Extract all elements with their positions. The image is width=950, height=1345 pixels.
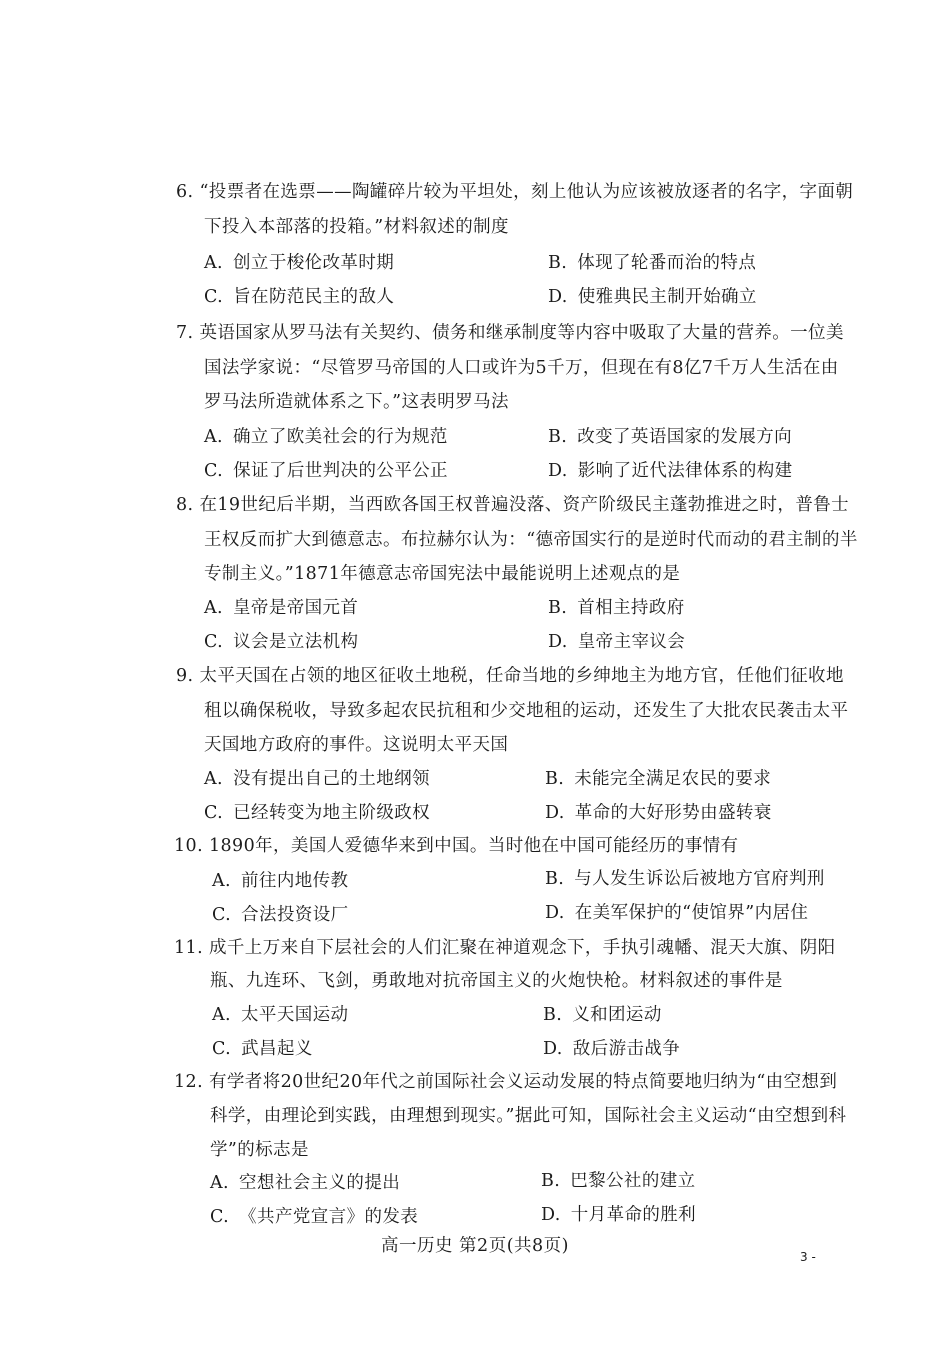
option-label: B. — [548, 253, 568, 273]
option-a — [204, 426, 448, 448]
option-b — [541, 1170, 696, 1192]
question-text-line: 天国地方政府的事件。这说明太平天国 — [204, 735, 509, 755]
option-c — [204, 460, 448, 482]
option-label: D. — [545, 903, 565, 923]
option-text: 没有提出自己的土地纲领 — [233, 769, 430, 789]
option-text: 皇帝是帝国元首 — [233, 598, 359, 618]
option-text: 十月革命的胜利 — [570, 1205, 697, 1225]
option-d — [541, 1204, 696, 1226]
option-text: 敌后游击战争 — [572, 1039, 681, 1059]
option-text: 太平天国运动 — [241, 1005, 349, 1025]
option-d — [545, 902, 808, 924]
option-d — [545, 802, 772, 824]
option-label: C. — [204, 803, 224, 823]
option-d — [548, 460, 793, 482]
page-footer: 高一历史 第2页(共8页) — [381, 1236, 569, 1256]
option-c — [204, 286, 394, 308]
question-text-line: 12. 有学者将20世纪20年代之前国际社会义运动发展的特点简要地归纳为“由空想到 — [174, 1072, 838, 1092]
option-text: 影响了近代法律体系的构建 — [577, 461, 793, 481]
option-text: 前往内地传教 — [241, 871, 349, 891]
option-label: D. — [543, 1039, 563, 1059]
option-c — [212, 1038, 313, 1060]
option-text: 合法投资设厂 — [241, 905, 349, 925]
question-text-line: 学”的标志是 — [210, 1140, 309, 1160]
question-text-line: 11. 成千上万来自下层社会的人们汇聚在神道观念下，手执引魂幡、混天大旗、阴阳 — [174, 938, 836, 958]
option-text: 未能完全满足农民的要求 — [574, 769, 772, 789]
option-label: D. — [541, 1205, 561, 1225]
option-text: 革命的大好形势由盛转衰 — [574, 803, 772, 823]
option-text: 保证了后世判决的公平公正 — [233, 461, 448, 481]
option-text: 确立了欧美社会的行为规范 — [233, 427, 448, 447]
option-d — [543, 1038, 680, 1060]
option-label: B. — [545, 869, 565, 889]
option-b — [548, 252, 756, 274]
option-label: B. — [545, 769, 565, 789]
option-c — [212, 904, 349, 926]
question-text-line: 7. 英语国家从罗马法有关契约、债务和继承制度等内容中吸取了大量的营养。一位美 — [176, 323, 844, 343]
option-label: A. — [204, 769, 224, 789]
option-label: C. — [204, 461, 224, 481]
option-c — [204, 631, 358, 653]
option-label: A. — [204, 253, 224, 273]
option-label: C. — [210, 1207, 230, 1227]
option-text: 义和团运动 — [572, 1005, 662, 1025]
option-a — [212, 870, 348, 892]
option-label: C. — [212, 1039, 232, 1059]
question-text-line: 租以确保税收，导致多起农民抗租和少交地租的运动，还发生了大批农民袭击太平 — [204, 701, 849, 721]
option-label: C. — [204, 632, 224, 652]
option-b — [548, 426, 792, 448]
option-text: 使雅典民主制开始确立 — [577, 287, 757, 307]
question-text-line: 王权反而扩大到德意志。布拉赫尔认为：“德帝国实行的是逆时代而动的君主制的半 — [204, 530, 858, 550]
option-a — [212, 1004, 348, 1026]
option-label: A. — [204, 598, 224, 618]
option-label: C. — [212, 905, 232, 925]
question-text-line: 罗马法所造就体系之下。”这表明罗马法 — [204, 392, 509, 412]
question-text-line: 专制主义。”1871年德意志帝国宪法中最能说明上述观点的是 — [204, 564, 681, 584]
question-text-line: 瓶、九连环、飞剑，勇敢地对抗帝国主义的火炮快枪。材料叙述的事件是 — [210, 971, 783, 991]
question-text-line: 9. 太平天国在占领的地区征收土地税，任命当地的乡绅地主为地方官，任他们征收地 — [176, 666, 844, 686]
question-text-line: 下投入本部落的投箱。”材料叙述的制度 — [204, 217, 509, 237]
option-d — [548, 631, 685, 653]
option-b — [548, 597, 685, 619]
option-label: B. — [548, 598, 568, 618]
option-label: D. — [545, 803, 565, 823]
option-c — [204, 802, 430, 824]
option-text: 改变了英语国家的发展方向 — [577, 427, 793, 447]
option-d — [548, 286, 757, 308]
option-a — [204, 597, 358, 619]
option-label: A. — [204, 427, 224, 447]
option-text: 与人发生诉讼后被地方官府判刑 — [574, 869, 825, 889]
option-label: C. — [204, 287, 224, 307]
option-text: 旨在防范民主的敌人 — [233, 287, 395, 307]
option-text: 巴黎公社的建立 — [570, 1171, 696, 1191]
option-text: 已经转变为地主阶级政权 — [233, 803, 431, 823]
question-text-line: 8. 在19世纪后半期，当西欧各国王权普遍没落、资产阶级民主蓬勃推进之时，普鲁士 — [176, 495, 850, 515]
option-label: D. — [548, 461, 568, 481]
option-text: 体现了轮番而治的特点 — [577, 253, 757, 273]
question-text-line: 国法学家说：“尽管罗马帝国的人口或许为5千万，但现在有8亿7千万人生活在由 — [204, 358, 839, 378]
option-text: 议会是立法机构 — [233, 632, 359, 652]
option-label: A. — [212, 1005, 232, 1025]
option-text: 空想社会主义的提出 — [239, 1173, 401, 1193]
question-text-line: 科学，由理论到实践，由理想到现实。”据此可知，国际社会主义运动“由空想到科 — [210, 1106, 847, 1126]
page-number: 3 - — [800, 1250, 816, 1264]
option-b — [543, 1004, 662, 1026]
option-label: B. — [543, 1005, 563, 1025]
option-a — [210, 1172, 400, 1194]
option-label: D. — [548, 287, 568, 307]
option-b — [545, 868, 825, 890]
option-label: A. — [210, 1173, 230, 1193]
option-b — [545, 768, 771, 790]
option-a — [204, 252, 394, 274]
option-c — [210, 1206, 418, 1228]
question-text-line: 10. 1890年，美国人爱德华来到中国。当时他在中国可能经历的事情有 — [174, 836, 739, 856]
option-text: 创立于梭伦改革时期 — [233, 253, 395, 273]
option-label: B. — [548, 427, 568, 447]
option-text: 《共产党宣言》的发表 — [239, 1207, 419, 1227]
option-label: D. — [548, 632, 568, 652]
option-text: 武昌起义 — [241, 1039, 313, 1059]
option-text: 皇帝主宰议会 — [577, 632, 686, 652]
option-label: A. — [212, 871, 232, 891]
option-text: 在美军保护的“使馆界”内居住 — [574, 903, 809, 923]
option-label: B. — [541, 1171, 561, 1191]
option-a — [204, 768, 430, 790]
option-text: 首相主持政府 — [577, 598, 685, 618]
question-text-line: 6. “投票者在选票——陶罐碎片较为平坦处，刻上他认为应该被放逐者的名字，字面朝 — [176, 182, 854, 202]
